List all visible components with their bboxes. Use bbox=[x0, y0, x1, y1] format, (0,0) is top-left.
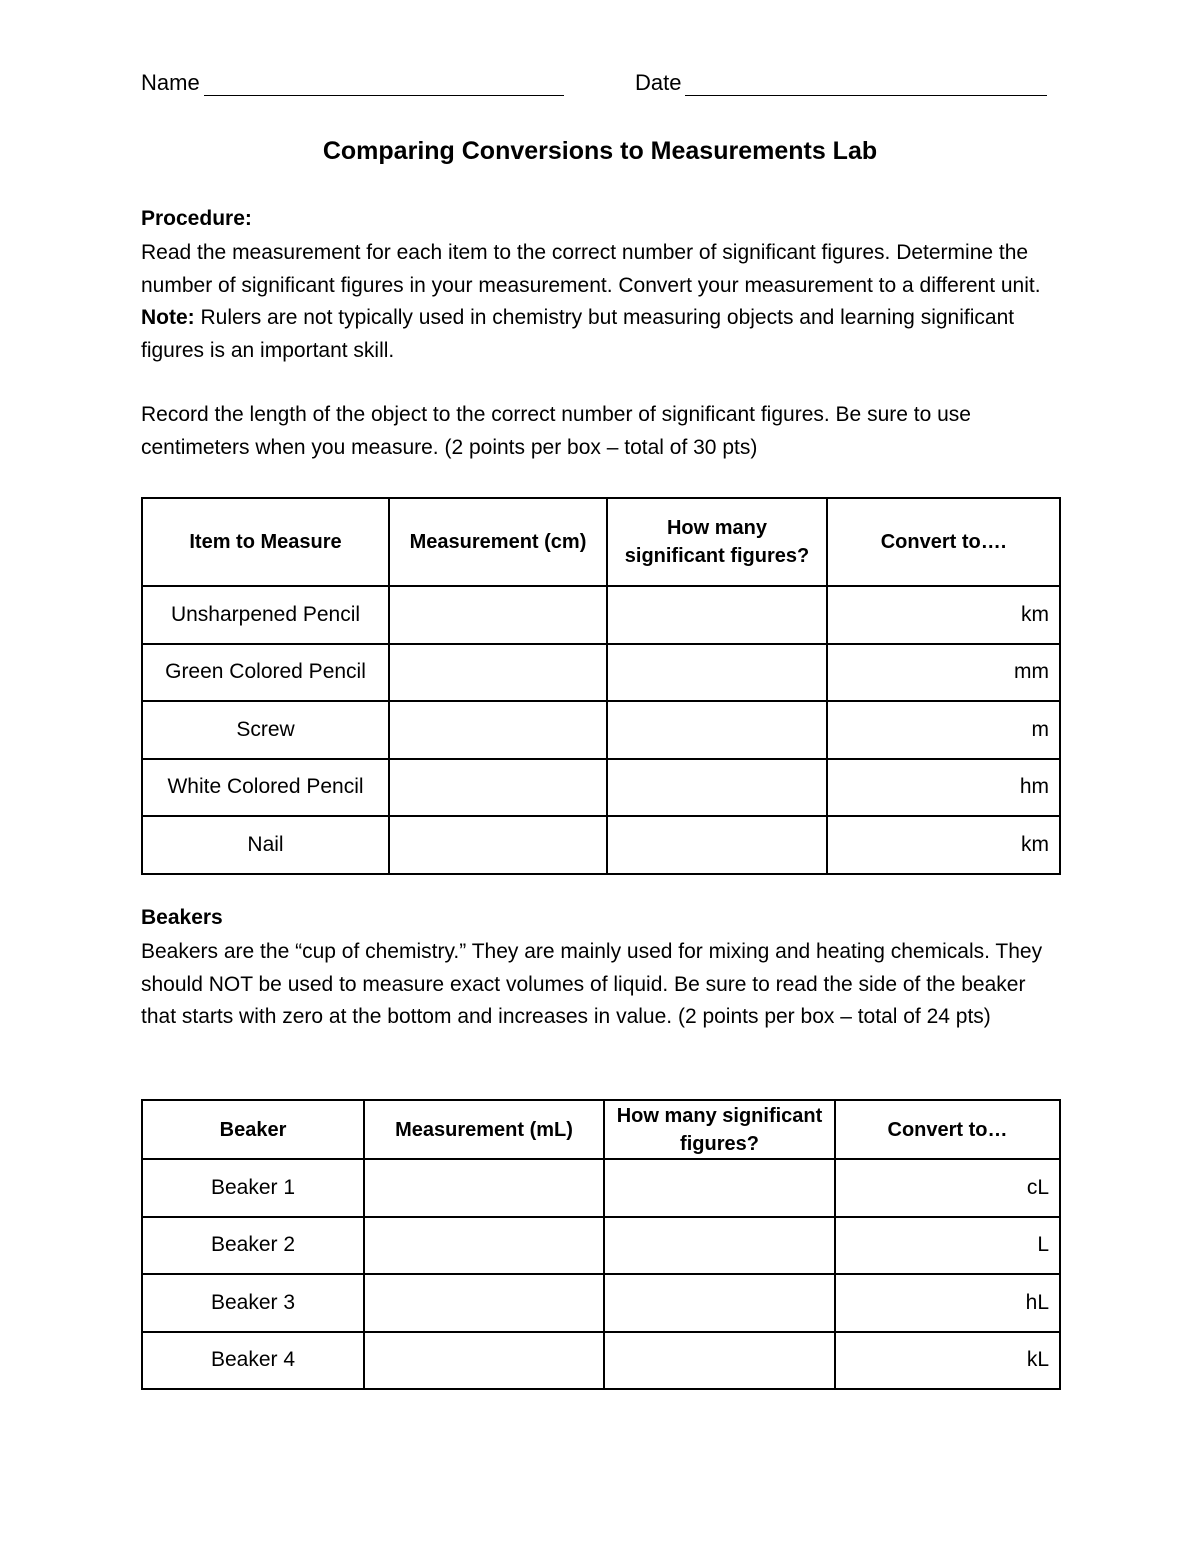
date-label: Date bbox=[635, 70, 682, 95]
beaker-name: Beaker 1 bbox=[142, 1159, 364, 1217]
sig-figs-cell[interactable] bbox=[607, 759, 827, 817]
item-name: Green Colored Pencil bbox=[142, 644, 389, 702]
procedure-heading: Procedure: bbox=[141, 207, 252, 230]
measurement-cell[interactable] bbox=[364, 1274, 604, 1332]
page-title: Comparing Conversions to Measurements Lab bbox=[322, 137, 878, 165]
table-row bbox=[142, 816, 1060, 874]
header-convert: Convert to…. bbox=[827, 498, 1060, 586]
table-row bbox=[142, 1274, 1060, 1332]
measurement-cell[interactable] bbox=[364, 1159, 604, 1217]
convert-cell[interactable]: hL bbox=[835, 1274, 1060, 1332]
measurement-cell[interactable] bbox=[389, 644, 607, 702]
sig-figs-cell[interactable] bbox=[607, 701, 827, 759]
convert-cell[interactable]: m bbox=[827, 701, 1060, 759]
measurement-cell[interactable] bbox=[389, 586, 607, 644]
header-sig-figs: How many significant figures? bbox=[607, 498, 827, 586]
items-table-header bbox=[142, 498, 1060, 586]
sig-figs-cell[interactable] bbox=[607, 816, 827, 874]
table-row bbox=[142, 644, 1060, 702]
date-field bbox=[635, 70, 1047, 96]
header-convert: Convert to… bbox=[835, 1100, 1060, 1159]
convert-cell[interactable]: hm bbox=[827, 759, 1060, 817]
header-item: Item to Measure bbox=[142, 498, 389, 586]
item-name: White Colored Pencil bbox=[142, 759, 389, 817]
beakers-text: Beakers are the “cup of chemistry.” They are mainly used for mixing and heating chemicals. They should NOT be used to measure exact volumes of liquid. Be sure to read the side of the beaker that starts with zero at the bottom and increases in value. (2 points per box – total of 24 pts) bbox=[141, 940, 1043, 1029]
procedure-text-1: Read the measurement for each item to the correct number of significant figures. Determine the number of significant figures in your measurement. Convert your measurement to a different unit. bbox=[141, 241, 1041, 297]
note-label: Note: bbox=[141, 306, 195, 330]
convert-cell[interactable]: mm bbox=[827, 644, 1060, 702]
sig-figs-cell[interactable] bbox=[604, 1332, 835, 1390]
beakers-table-header bbox=[142, 1100, 1060, 1159]
beakers-heading: Beakers bbox=[141, 906, 223, 929]
measurement-cell[interactable] bbox=[364, 1332, 604, 1390]
table-row bbox=[142, 701, 1060, 759]
sig-figs-cell[interactable] bbox=[607, 586, 827, 644]
header-beaker: Beaker bbox=[142, 1100, 364, 1159]
name-blank[interactable] bbox=[204, 71, 564, 96]
beaker-name: Beaker 4 bbox=[142, 1332, 364, 1390]
date-blank[interactable] bbox=[685, 71, 1047, 96]
sig-figs-cell[interactable] bbox=[607, 644, 827, 702]
convert-cell[interactable]: kL bbox=[835, 1332, 1060, 1390]
measurement-cell[interactable] bbox=[389, 701, 607, 759]
procedure-text bbox=[141, 237, 1061, 367]
convert-cell[interactable]: km bbox=[827, 586, 1060, 644]
table-row bbox=[142, 1217, 1060, 1275]
table-row bbox=[142, 1332, 1060, 1390]
measurement-cell[interactable] bbox=[364, 1217, 604, 1275]
convert-cell[interactable]: cL bbox=[835, 1159, 1060, 1217]
convert-cell[interactable]: km bbox=[827, 816, 1060, 874]
item-name: Screw bbox=[142, 701, 389, 759]
table-row bbox=[142, 1159, 1060, 1217]
length-instructions: Record the length of the object to the correct number of significant figures. Be sure to use centimeters when you measure. (2 points per box – total of 30 pts) bbox=[141, 403, 971, 459]
table-row bbox=[142, 759, 1060, 817]
items-table bbox=[141, 497, 1061, 875]
beaker-name: Beaker 2 bbox=[142, 1217, 364, 1275]
table-row bbox=[142, 586, 1060, 644]
measurement-cell[interactable] bbox=[389, 759, 607, 817]
sig-figs-cell[interactable] bbox=[604, 1159, 835, 1217]
measurement-cell[interactable] bbox=[389, 816, 607, 874]
name-label: Name bbox=[141, 70, 200, 95]
header-sig-figs: How many significant figures? bbox=[604, 1100, 835, 1159]
item-name: Nail bbox=[142, 816, 389, 874]
header-measurement: Measurement (mL) bbox=[364, 1100, 604, 1159]
sig-figs-cell[interactable] bbox=[604, 1217, 835, 1275]
sig-figs-cell[interactable] bbox=[604, 1274, 835, 1332]
beakers-table bbox=[141, 1099, 1061, 1390]
procedure-text-2: Rulers are not typically used in chemistry but measuring objects and learning significant figures is an important skill. bbox=[141, 306, 1015, 362]
name-field bbox=[141, 70, 564, 96]
convert-cell[interactable]: L bbox=[835, 1217, 1060, 1275]
header-measurement: Measurement (cm) bbox=[389, 498, 607, 586]
beaker-name: Beaker 3 bbox=[142, 1274, 364, 1332]
item-name: Unsharpened Pencil bbox=[142, 586, 389, 644]
